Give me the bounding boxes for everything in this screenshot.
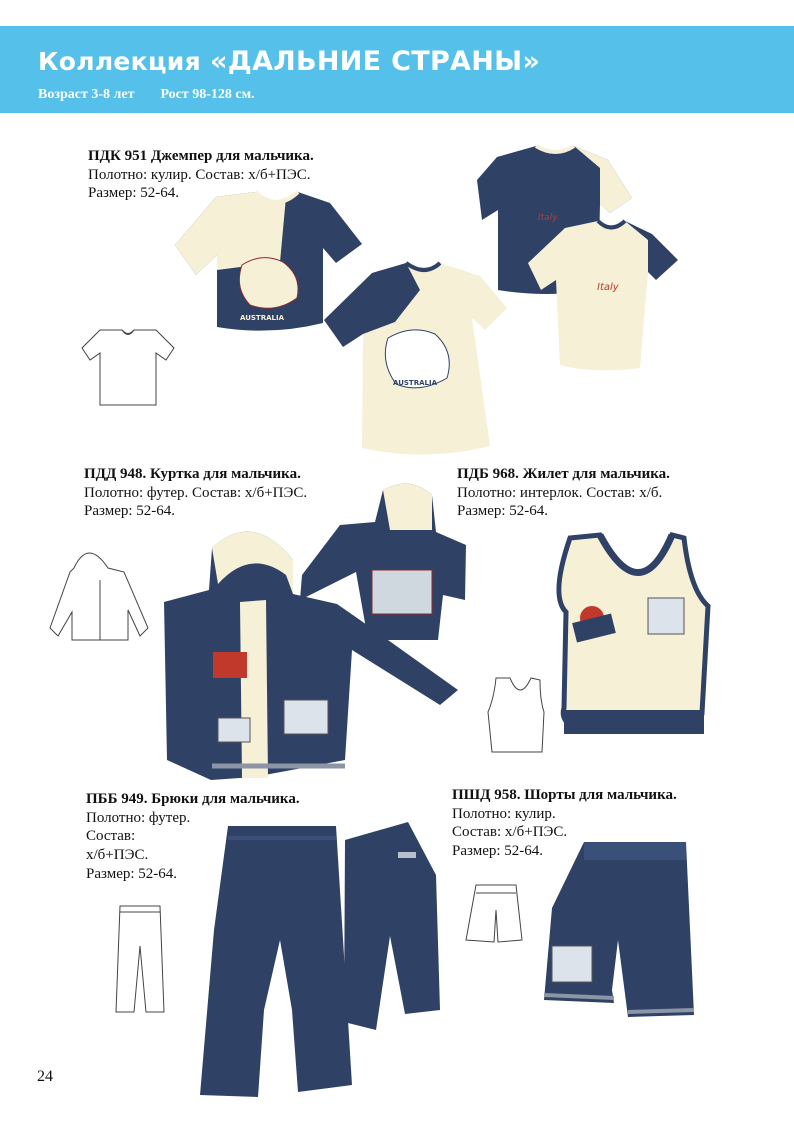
- item-jumper-line: Размер: 52-64.: [88, 185, 180, 202]
- item-shorts-line: Состав: х/б+ПЭС.: [452, 824, 568, 841]
- shorts: [544, 842, 694, 1017]
- age-range: Возраст 3-8 лет: [38, 87, 135, 102]
- item-vest-line: Размер: 52-64.: [457, 503, 549, 520]
- tee-italy-cream: [528, 221, 678, 370]
- item-shorts: [452, 786, 677, 861]
- vest: [559, 535, 708, 734]
- item-jacket-line: Размер: 52-64.: [84, 503, 176, 520]
- print-australia-2: AUSTRALIA: [393, 379, 437, 387]
- item-shorts-title: ПШД 958. Шорты для мальчика.: [452, 787, 677, 803]
- shorts-flat-sketch: [466, 885, 522, 942]
- print-australia-1: AUSTRALIA: [240, 314, 284, 322]
- vest-flat-sketch: [488, 678, 544, 752]
- page-number: 24: [37, 1068, 53, 1085]
- jacket-flat-sketch: [50, 553, 148, 640]
- tee-flat-sketch: [82, 330, 174, 405]
- item-vest-title: ПДБ 968. Жилет для мальчика.: [457, 466, 670, 482]
- item-jumper-title: ПДК 951 Джемпер для мальчика.: [88, 148, 314, 164]
- item-shorts-line: Полотно: кулир.: [452, 805, 556, 822]
- item-jacket-title: ПДД 948. Куртка для мальчика.: [84, 466, 301, 482]
- item-vest: [457, 465, 670, 521]
- collection-word: Коллекция: [38, 47, 201, 76]
- height-range: Рост 98-128 см.: [160, 87, 255, 102]
- tee-australia-cream-front: [175, 192, 362, 331]
- item-pants-line: Размер: 52-64.: [86, 865, 178, 882]
- print-italy-1: Italy: [538, 213, 558, 223]
- pants-back: [344, 822, 440, 1030]
- item-pants-title: ПББ 949. Брюки для мальчика.: [86, 791, 300, 807]
- print-italy-2: Italy: [597, 282, 619, 293]
- item-pants-line: Состав:: [86, 828, 136, 845]
- pants-flat-sketch: [116, 906, 164, 1012]
- item-jacket: [84, 465, 307, 521]
- item-pants: [86, 790, 300, 884]
- item-shorts-line: Размер: 52-64.: [452, 843, 544, 860]
- collection-name: «ДАЛЬНИЕ СТРАНЫ»: [209, 46, 541, 77]
- tee-australia-navy-front: [324, 263, 507, 455]
- item-pants-line: Полотно: футер.: [86, 809, 191, 826]
- item-jumper-line: Полотно: кулир. Состав: х/б+ПЭС.: [88, 166, 311, 183]
- item-vest-line: Полотно: интерлок. Состав: х/б.: [457, 484, 663, 501]
- item-pants-line: х/б+ПЭС.: [86, 847, 149, 864]
- item-jumper: [88, 147, 314, 203]
- item-jacket-line: Полотно: футер. Состав: х/б+ПЭС.: [84, 484, 308, 501]
